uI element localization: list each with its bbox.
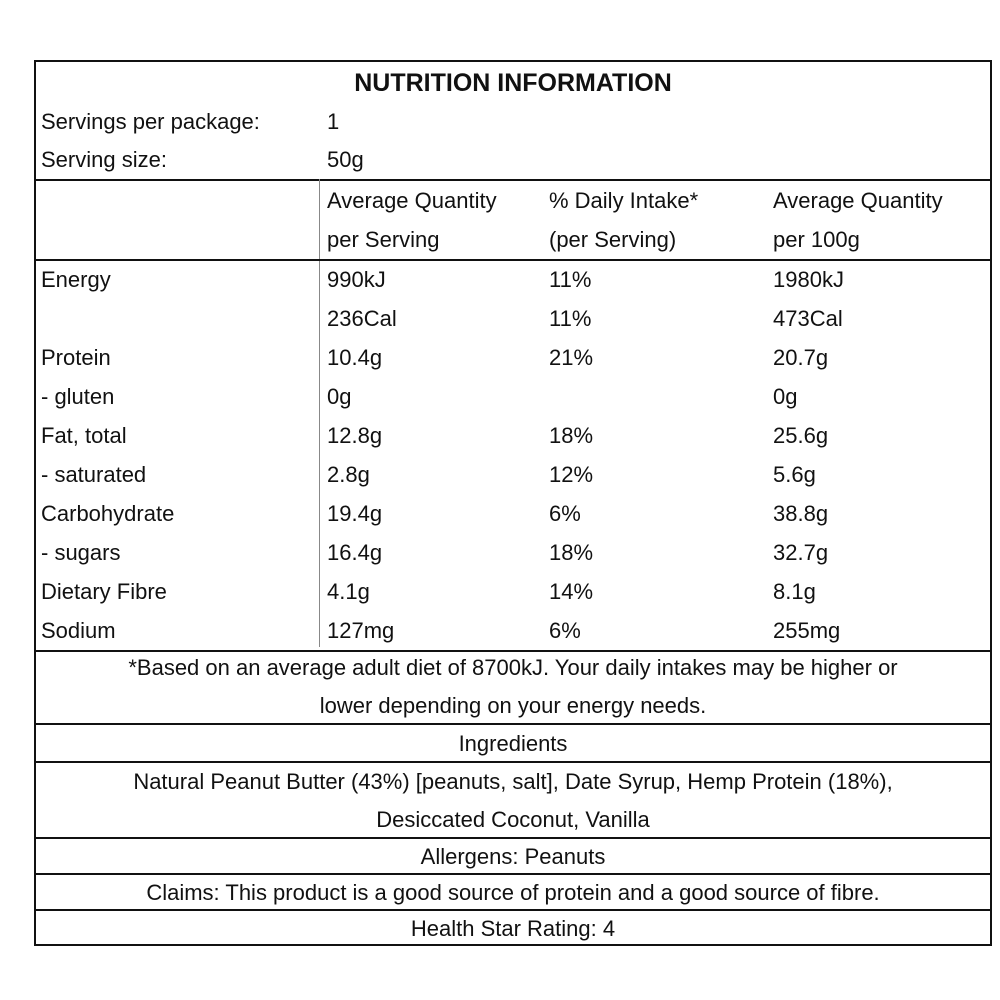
per-100g-value: 255mg xyxy=(773,618,841,643)
col1-header: Average Quantity xyxy=(327,188,497,213)
table-row xyxy=(36,494,990,533)
footnote-line: lower depending on your energy needs. xyxy=(319,693,707,718)
per-serving-value: 16.4g xyxy=(327,540,383,565)
ingredients-heading: Ingredients xyxy=(36,725,990,763)
per-serving-value: 0g xyxy=(327,384,352,409)
per-serving-value: 236Cal xyxy=(327,306,397,331)
nutrition-panel xyxy=(34,60,992,946)
nutrient-name: Protein xyxy=(41,345,111,370)
daily-intake-value: 11% xyxy=(549,267,592,292)
daily-intake-value: 18% xyxy=(549,423,594,448)
table-row xyxy=(36,533,990,572)
per-100g-value: 20.7g xyxy=(773,345,829,370)
ingredients-line: Desiccated Coconut, Vanilla xyxy=(376,807,650,832)
per-serving-value: 990kJ xyxy=(327,267,386,292)
per-serving-value: 4.1g xyxy=(327,579,370,604)
servings-label: Servings per package: xyxy=(41,109,260,134)
footnote xyxy=(36,649,990,725)
ingredients-line: Natural Peanut Butter (43%) [peanuts, salt], Date Syrup, Hemp Protein (18%), xyxy=(133,769,893,794)
col1-subheader: per Serving xyxy=(327,227,440,252)
table-row xyxy=(36,611,990,652)
per-100g-value: 32.7g xyxy=(773,540,829,565)
allergens: Allergens: Peanuts xyxy=(36,839,990,875)
serving-size-value: 50g xyxy=(327,147,364,172)
per-100g-value: 5.6g xyxy=(773,462,816,487)
nutrient-name: - gluten xyxy=(41,384,115,409)
daily-intake-value: 6% xyxy=(549,618,581,643)
header-row-1 xyxy=(36,181,990,220)
daily-intake-value: 14% xyxy=(549,579,594,604)
per-100g-value: 38.8g xyxy=(773,501,829,526)
per-100g-value: 25.6g xyxy=(773,423,829,448)
footnote-line: *Based on an average adult diet of 8700kJ. Your daily intakes may be higher or xyxy=(128,655,898,680)
daily-intake-value: 6% xyxy=(549,501,581,526)
per-serving-value: 19.4g xyxy=(327,501,383,526)
per-100g-value: 1980kJ xyxy=(773,267,844,292)
table-row xyxy=(36,416,990,455)
nutrient-name: - sugars xyxy=(41,540,121,565)
servings-row xyxy=(36,102,990,141)
table-row xyxy=(36,260,990,299)
daily-intake-value: 12% xyxy=(549,462,594,487)
table-row xyxy=(36,377,990,416)
table-row xyxy=(36,455,990,494)
per-100g-value: 473Cal xyxy=(773,306,843,331)
table-row xyxy=(36,338,990,377)
nutrient-name: Sodium xyxy=(41,618,116,643)
table-row xyxy=(36,299,990,338)
daily-intake-value: 18% xyxy=(549,540,594,565)
panel-title: NUTRITION INFORMATION xyxy=(354,69,672,97)
nutrient-name: Energy xyxy=(41,267,111,292)
col2-header: % Daily Intake* xyxy=(549,188,699,213)
daily-intake-value: 21% xyxy=(549,345,594,370)
per-100g-value: 8.1g xyxy=(773,579,816,604)
per-serving-value: 127mg xyxy=(327,618,395,643)
nutrient-name: Dietary Fibre xyxy=(41,579,167,604)
nutrient-name: Fat, total xyxy=(41,423,127,448)
per-serving-value: 10.4g xyxy=(327,345,383,370)
per-serving-value: 12.8g xyxy=(327,423,383,448)
header-row-2 xyxy=(36,220,990,261)
ingredients-list xyxy=(36,763,990,839)
daily-intake-value: 11% xyxy=(549,306,592,331)
col2-subheader: (per Serving) xyxy=(549,227,677,252)
col3-subheader: per 100g xyxy=(773,227,860,252)
serving-size-label: Serving size: xyxy=(41,147,167,172)
table-row xyxy=(36,572,990,611)
col3-header: Average Quantity xyxy=(773,188,943,213)
per-100g-value: 0g xyxy=(773,384,798,409)
nutrient-name: - saturated xyxy=(41,462,147,487)
serving-size-row xyxy=(36,140,990,181)
claims: Claims: This product is a good source of protein and a good source of fibre. xyxy=(36,875,990,911)
nutrient-name: Carbohydrate xyxy=(41,501,175,526)
servings-value: 1 xyxy=(327,109,340,134)
per-serving-value: 2.8g xyxy=(327,462,370,487)
health-star-rating: Health Star Rating: 4 xyxy=(410,916,616,941)
